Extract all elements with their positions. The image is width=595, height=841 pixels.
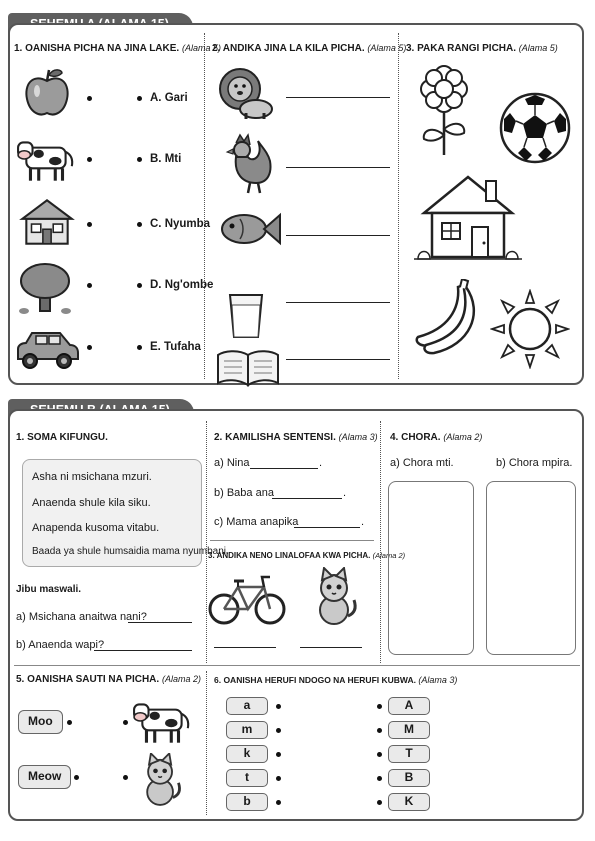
question-a1-title: 1. OANISHA PICHA NA JINA LAKE. (Alama 5)	[14, 43, 221, 54]
match-dot[interactable]	[276, 752, 281, 757]
match-dot[interactable]	[123, 775, 128, 780]
column-divider	[206, 421, 207, 663]
match-dot[interactable]	[87, 345, 92, 350]
lion-picture	[218, 65, 276, 121]
row-divider	[210, 540, 374, 541]
sentence-text: a) Nina	[214, 457, 250, 469]
section-a-panel	[8, 23, 584, 385]
match-dot[interactable]	[74, 775, 79, 780]
cat-picture	[138, 753, 184, 809]
match-dot[interactable]	[276, 704, 281, 709]
book-picture	[216, 349, 280, 387]
answer-line[interactable]	[272, 498, 342, 499]
tree-picture	[18, 261, 72, 315]
sound-label: Meow	[18, 765, 71, 789]
cat-picture	[310, 567, 360, 629]
answer-line[interactable]	[286, 235, 390, 236]
passage-line: Asha ni msichana mzuri.	[32, 471, 152, 483]
sentence-end: .	[319, 457, 323, 469]
answer-line[interactable]	[300, 647, 362, 648]
column-divider	[398, 33, 399, 379]
match-dot[interactable]	[137, 345, 142, 350]
match-dot[interactable]	[87, 283, 92, 288]
question-b6-title: 6. OANISHA HERUFI NDOGO NA HERUFI KUBWA. (Alama 3)	[214, 675, 458, 685]
option-label: C. Nyumba	[150, 218, 211, 230]
match-dot[interactable]	[137, 222, 142, 227]
sound-label: Moo	[18, 710, 63, 734]
passage-line: Anaenda shule kila siku.	[32, 497, 151, 509]
lowercase-letter: b	[226, 793, 268, 811]
lowercase-letter: k	[226, 745, 268, 763]
sentence-text: c) Mama anapika	[214, 516, 299, 528]
question-b3-title: 3. ANDIKA NENO LINALOFAA KWA PICHA. (Alama 2)	[208, 551, 406, 560]
match-dot[interactable]	[377, 704, 382, 709]
match-dot[interactable]	[137, 96, 142, 101]
answer-line[interactable]	[94, 650, 192, 651]
sentence-text: b) Baba ana	[214, 487, 274, 499]
lowercase-letter: m	[226, 721, 268, 739]
question-text: b) Anaenda wapi?	[16, 639, 105, 651]
match-dot[interactable]	[123, 720, 128, 725]
apple-picture	[22, 67, 72, 119]
match-dot[interactable]	[87, 157, 92, 162]
match-dot[interactable]	[377, 752, 382, 757]
question-b4-title: 4. CHORA. (Alama 2)	[390, 432, 483, 443]
passage-line: Baada ya shule humsaidia mama nyumbani.	[32, 546, 229, 557]
question-a3-title: 3. PAKA RANGI PICHA. (Alama 5)	[406, 43, 558, 54]
match-dot[interactable]	[137, 157, 142, 162]
rooster-picture	[222, 133, 276, 195]
question-b2-title: 2. KAMILISHA SENTENSI. (Alama 3)	[214, 432, 378, 443]
drawing-instruction: b) Chora mpira.	[496, 457, 573, 469]
match-dot[interactable]	[377, 776, 382, 781]
uppercase-letter: T	[388, 745, 430, 763]
car-picture	[14, 325, 80, 373]
match-dot[interactable]	[137, 283, 142, 288]
answer-line[interactable]	[250, 468, 318, 469]
answer-line[interactable]	[128, 622, 192, 623]
drawing-instruction: a) Chora mti.	[390, 457, 454, 469]
house-picture[interactable]	[414, 173, 522, 263]
section-b-panel	[8, 409, 584, 821]
cow-picture	[16, 133, 78, 185]
match-dot[interactable]	[87, 96, 92, 101]
sun-picture[interactable]	[490, 289, 570, 369]
reading-passage	[22, 459, 229, 567]
answer-line[interactable]	[214, 647, 276, 648]
match-dot[interactable]	[377, 728, 382, 733]
match-dot[interactable]	[276, 800, 281, 805]
passage-line: Anapenda kusoma vitabu.	[32, 522, 160, 534]
uppercase-letter: M	[388, 721, 430, 739]
uppercase-letter: K	[388, 793, 430, 811]
drawing-box-tree[interactable]	[388, 481, 474, 655]
lowercase-letter: a	[226, 697, 268, 715]
uppercase-letter: A	[388, 697, 430, 715]
question-a2-title: 2. ANDIKA JINA LA KILA PICHA. (Alama 5)	[212, 43, 407, 54]
answer-line[interactable]	[286, 97, 390, 98]
answer-line[interactable]	[286, 359, 390, 360]
questions-heading: Jibu maswali.	[16, 584, 82, 595]
question-text: a) Msichana anaitwa nani?	[16, 611, 147, 623]
option-label: B. Mti	[150, 153, 182, 165]
match-dot[interactable]	[87, 222, 92, 227]
column-divider	[206, 671, 207, 815]
bananas-picture[interactable]	[408, 279, 488, 355]
answer-line[interactable]	[286, 302, 390, 303]
answer-line[interactable]	[294, 527, 360, 528]
sentence-end: .	[361, 516, 365, 528]
uppercase-letter: B	[388, 769, 430, 787]
question-b1-title: 1. SOMA KIFUNGU.	[16, 432, 108, 443]
flower-picture[interactable]	[412, 65, 476, 157]
football-picture[interactable]	[498, 91, 572, 165]
option-label: A. Gari	[150, 92, 188, 104]
column-divider	[380, 421, 381, 663]
house-picture	[16, 195, 78, 249]
fish-picture	[218, 207, 282, 251]
option-label: E. Tufaha	[150, 341, 201, 353]
bicycle-picture	[208, 571, 286, 627]
cow-picture	[132, 695, 194, 747]
match-dot[interactable]	[377, 800, 382, 805]
sentence-end: .	[343, 487, 347, 499]
answer-line[interactable]	[286, 167, 390, 168]
option-label: D. Ng'ombe	[150, 279, 214, 291]
drawing-box-ball[interactable]	[486, 481, 576, 655]
column-divider	[204, 33, 205, 379]
match-dot[interactable]	[67, 720, 72, 725]
question-b5-title: 5. OANISHA SAUTI NA PICHA. (Alama 2)	[16, 674, 201, 685]
match-dot[interactable]	[276, 728, 281, 733]
glass-of-milk-picture	[226, 291, 266, 341]
match-dot[interactable]	[276, 776, 281, 781]
lowercase-letter: t	[226, 769, 268, 787]
row-divider	[14, 665, 580, 666]
